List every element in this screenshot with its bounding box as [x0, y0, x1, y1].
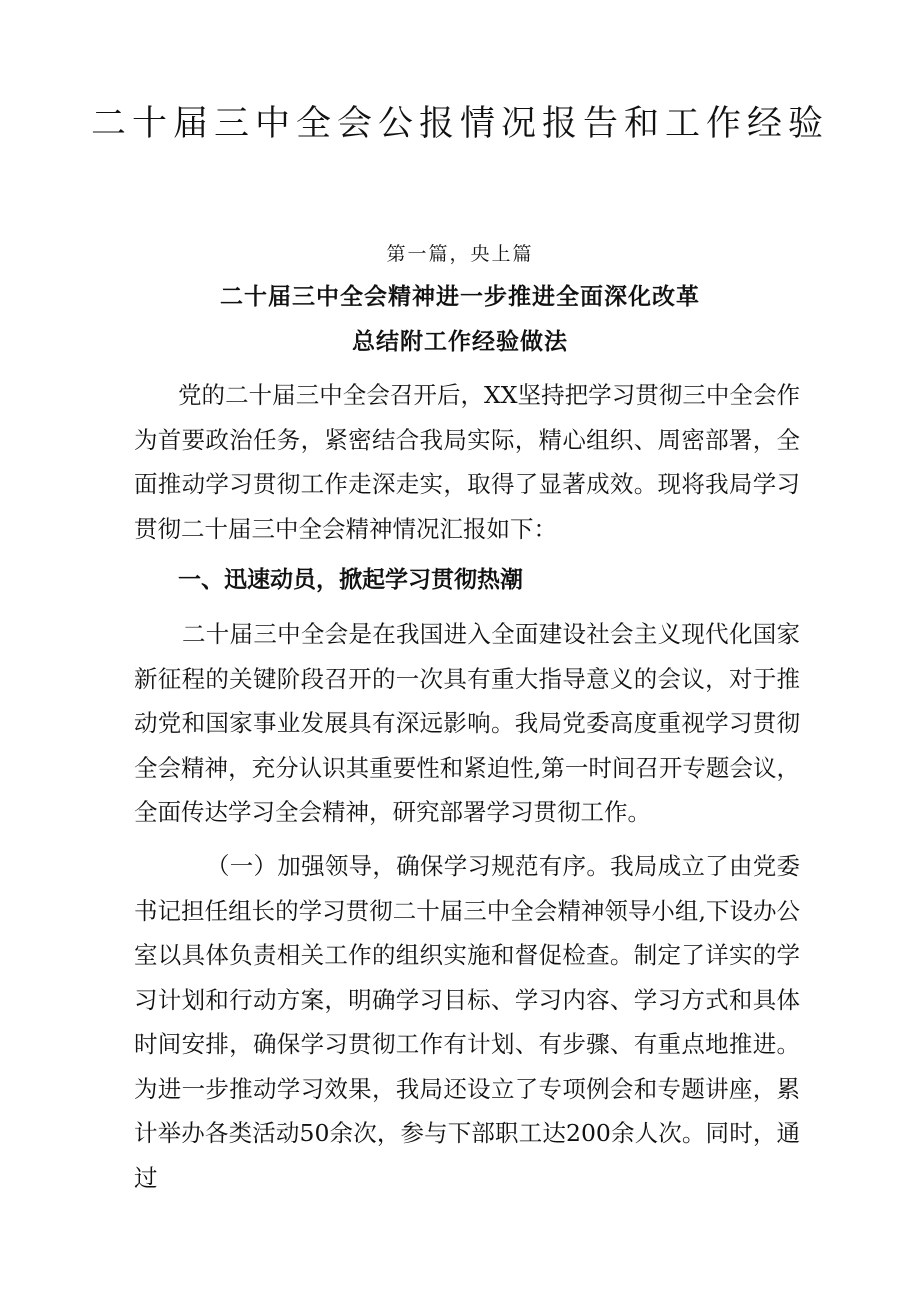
- section-heading-1: 一、迅速动员，掀起学习贯彻热潮: [178, 567, 523, 593]
- paragraph-section-1: 二十届三中全会是在我国进入全面建设社会主义现代化国家新征程的关键阶段召开的一次具有重大指导意义的会议，对于推动党和国家事业发展具有深远影响。我局党委高度重视学习贯彻全会精神，充分认识其重要性和紧迫性,第一时间召开专题会议，全面传达学习全会精神，研究部署学习贯彻工作。: [134, 620, 800, 826]
- part-label: 第一篇，央上篇: [386, 243, 534, 265]
- document-title: 二十届三中全会公报情况报告和工作经验: [90, 104, 829, 144]
- paragraph-intro: 党的二十届三中全会召开后，XX坚持把学习贯彻三中全会作为首要政治任务，紧密结合我局实际，精心组织、周密部署，全面推动学习贯彻工作走深走实，取得了显著成效。现将我局学习贯彻二十届三中全会精神情况汇报如下：: [134, 381, 800, 543]
- subtitle-line-2: 总结附工作经验做法: [352, 329, 568, 355]
- subtitle-line-1: 二十届三中全会精神进一步推进全面深化改革: [220, 284, 700, 310]
- paragraph-subsection-1: （一）加强领导，确保学习规范有序。我局成立了由党委书记担任组长的学习贯彻二十届三中全会精神领导小组,下设办公室以具体负责相关工作的组织实施和督促检查。制定了详实的学习计划和行动方案，明确学习目标、学习内容、学习方式和具体时间安排，确保学习贯彻工作有计划、有步骤、有重点地推进。为进一步推动学习效果，我局还设立了专项例会和专题讲座，累计举办各类活动50余次，参与下部职工达200余人次。同时，通过: [134, 852, 800, 1192]
